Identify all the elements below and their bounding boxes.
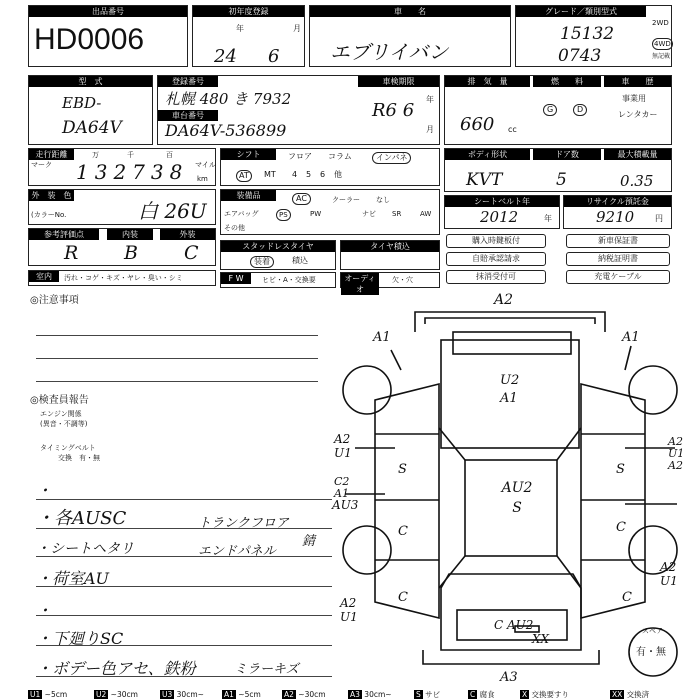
diag-c-right-upper: C [616,520,626,535]
legend-u3: U3 30cm~ [162,690,204,699]
first-reg-year-unit: 年 [236,24,244,33]
equip-other: その他 [224,224,245,232]
shift-floor: フロア [288,152,312,161]
spare-label: スペア [642,627,663,635]
diag-c2-a1: C2 A1 [334,475,350,500]
inspection-year-unit: 年 [426,95,434,104]
shift-inpane: インパネ [372,152,411,164]
diag-xx: XX [532,632,550,646]
diag-c-rear-left: C [398,590,408,605]
displacement-label: 排 気 量 [445,76,530,87]
mileage-sen: 千 [127,151,134,159]
report-line-3: ・シートヘタリ [36,541,134,557]
doors-label: ドア数 [533,149,601,160]
engine-label-1: エンジン関係 [40,410,82,418]
doors-value: 5 [556,170,567,190]
diag-a1-right: A1 [622,330,640,345]
diag-a2-u1-lower-left: A2 U1 [340,596,358,624]
equip-ac: AC [292,193,311,205]
drive-2wd: 2WD [652,19,669,27]
diag-a1-left: A1 [373,330,391,345]
report-side-mirror: ミラーキズ [234,662,299,677]
grade-int-value: B [124,242,138,264]
equip-aw: AW [420,210,432,218]
recycle-unit: 円 [655,214,663,223]
seatbelt-unit: 年 [544,214,552,223]
mileage-hyaku: 百 [166,151,173,159]
first-reg-label: 初年度登録 [193,6,304,17]
equipment-label: 装備品 [221,190,276,201]
shift-label: シフト [221,149,276,160]
interior-label: 室内 [29,271,59,282]
legend-a3: A3 30cm~ [350,690,392,699]
studless-label: スタッドレスタイヤ [221,241,335,252]
grade-eval-label: 参考評価点 [29,229,99,240]
doc-cancel: 抹消受付可 [446,270,546,284]
car-name-label: 車 名 [310,6,510,17]
diag-c-au2-rear: C AU2 [494,618,534,632]
grade-eval-value: R [64,242,79,264]
equip-none: なし [376,196,390,204]
report-rule-7 [36,676,332,677]
grade-ext-value: C [184,242,199,264]
legend-c: C 腐食 [470,690,495,699]
capacity-value: 0.35 [620,172,654,190]
doc-key: 購入時鍵板付 [446,234,546,248]
fuel-label: 燃 料 [533,76,601,87]
history-label: 車 歴 [604,76,671,87]
equip-ps: PS [276,209,291,221]
diag-c-rear-right: C [622,590,632,605]
inspection-month-unit: 月 [426,125,434,134]
drive-none: 無記載 [652,53,671,60]
report-rule-1 [36,499,332,500]
car-name-value: エブリイバン [330,40,449,64]
equip-cooler: クーラー [332,196,360,204]
grade-ext-label: 外装 [160,229,215,240]
lot-label: 出品番号 [29,6,187,17]
report-side-endpanel: エンドパネル [198,544,276,559]
legend-s: S サビ [416,690,441,699]
displacement-unit: cc [508,125,517,134]
report-line-6: ・下廻りSC [36,629,124,648]
plate-label: 登録番号 [158,76,218,87]
shift-6: 6 [320,170,326,179]
report-side-rust: 錆 [302,534,316,549]
lot-number: HD0006 [34,23,145,56]
report-rule-4 [36,586,332,587]
body-form-value: KVT [466,170,503,190]
audio-label: オーディオ [341,273,379,295]
notes-line-3 [36,381,318,382]
fw-label: F W [221,273,251,284]
chassis-value: DA64V-536899 [165,121,287,140]
diag-a3: A3 [500,670,518,685]
grade-line2: 0743 [558,46,602,66]
history-business: 事業用 [622,94,646,103]
diag-s-left: S [398,462,407,477]
diag-a2-u1-a2-right: A2 U1 A2 [668,435,685,472]
diag-c-left: C [398,524,408,539]
mileage-km: km [197,175,208,183]
grade-label: グレード／類別型式 [516,6,646,17]
notes-title: ◎注意事項 [30,295,79,306]
grade-line1: 15132 [560,24,615,44]
recycle-value: 9210 [596,208,635,226]
first-reg-month-unit: 月 [293,24,301,33]
seatbelt-value: 2012 [480,208,519,226]
diag-a2-top: A2 [494,292,514,308]
shift-5: 5 [306,170,312,179]
inspector-title: ◎検査員報告 [30,395,89,406]
fuel-d: D [573,104,587,116]
legend-u1: U1 ~5cm [30,690,68,699]
engine-label-2: (異音・不調等) [40,420,88,428]
equip-airbag: エアバッグ [224,210,259,218]
diag-au2-s-center: AU2 S [501,480,533,516]
diag-a2-u1-lower-right: A2 U1 [660,560,678,588]
diag-au3: AU3 [332,498,359,512]
inspection-value: R6 6 [372,100,415,121]
doc-insurance: 自賠承認請求 [446,252,546,266]
studless-mounted: 装着 [250,256,274,268]
model-line1: EBD- [62,94,102,112]
body-form-label: ボディ形状 [445,149,530,160]
legend-x: X 交換要すり [522,690,570,699]
legend-xx: XX 交換済 [612,690,650,699]
fuel-g: G [543,104,557,116]
chassis-label: 車台番号 [158,110,218,121]
model-label: 型 式 [29,76,152,87]
shift-other: 他 [334,170,342,179]
equip-sr: SR [392,210,402,218]
timing-label-1: タイミングベルト [40,444,96,452]
inspection-label: 車検期限 [358,76,439,87]
first-reg-month: 6 [268,46,280,67]
doc-warranty: 新車保証書 [566,234,670,248]
color-sub: (カラーNo. [31,211,67,219]
color-label: 外 装 色 [29,190,74,201]
timing-label-2: 交換 有・無 [58,454,100,462]
audio-value: 欠・穴 [392,276,413,284]
fw-value: ヒビ・A・交換要 [262,276,316,284]
mileage-mark: マーク [31,161,52,169]
report-line-2: ・各AUSC [36,508,127,529]
report-line-5: ・ [36,601,53,620]
model-line2: DA64V [62,118,122,138]
shift-4: 4 [292,170,298,179]
shift-at: AT [236,170,252,182]
mileage-value: 132738 [76,160,189,184]
equip-navi: ナビ [362,210,376,218]
report-line-1: ・ [36,481,53,500]
first-reg-year: 24 [214,46,237,67]
legend-a2: A2 ~30cm [284,690,326,699]
seatbelt-label: シートベルト年 [445,196,559,207]
capacity-label: 最大積載量 [604,149,671,160]
legend-a1: A1 ~5cm [224,690,261,699]
grade-int-label: 内装 [107,229,153,240]
doc-tax: 納税証明書 [566,252,670,266]
legend-u2: U2 ~30cm [96,690,138,699]
shift-column: コラム [328,152,352,161]
plate-value: 札幌 480 き 7932 [165,90,292,108]
history-rental: レンタカー [618,110,658,119]
report-side-trunk: トランクフロア [198,516,289,531]
report-line-7: ・ボデー色アセ、鉄粉 [36,659,196,678]
mileage-label: 走行距離 [29,149,74,160]
tire-load-label: タイヤ積込 [341,241,439,252]
recycle-label: リサイクル預託金 [564,196,671,207]
report-rule-6 [36,645,332,646]
doc-cable: 充電ケーブル [566,270,670,284]
diag-a2-u1-left: A2 U1 [334,432,352,460]
diag-u2-a1: U2 A1 [500,373,520,406]
displacement-value: 660 [460,114,495,135]
color-value: 白 26U [138,199,207,223]
equip-pw: PW [310,210,322,218]
notes-line-2 [36,358,318,359]
notes-line-1 [36,335,318,336]
report-rule-5 [36,615,332,616]
shift-mt: MT [264,170,276,179]
report-line-4: ・荷室AU [36,569,110,588]
report-rule-2 [36,528,332,529]
studless-loaded: 積込 [292,256,308,265]
interior-value: 汚れ・コゲ・キズ・ヤレ・臭い・シミ [64,274,183,282]
mileage-mile: マイル [195,161,216,169]
drive-4wd: 4WD [654,40,671,48]
diag-s-right: S [616,462,625,477]
spare-value: 有・無 [636,647,666,658]
report-rule-3 [36,556,332,557]
mileage-man: 万 [92,151,99,159]
